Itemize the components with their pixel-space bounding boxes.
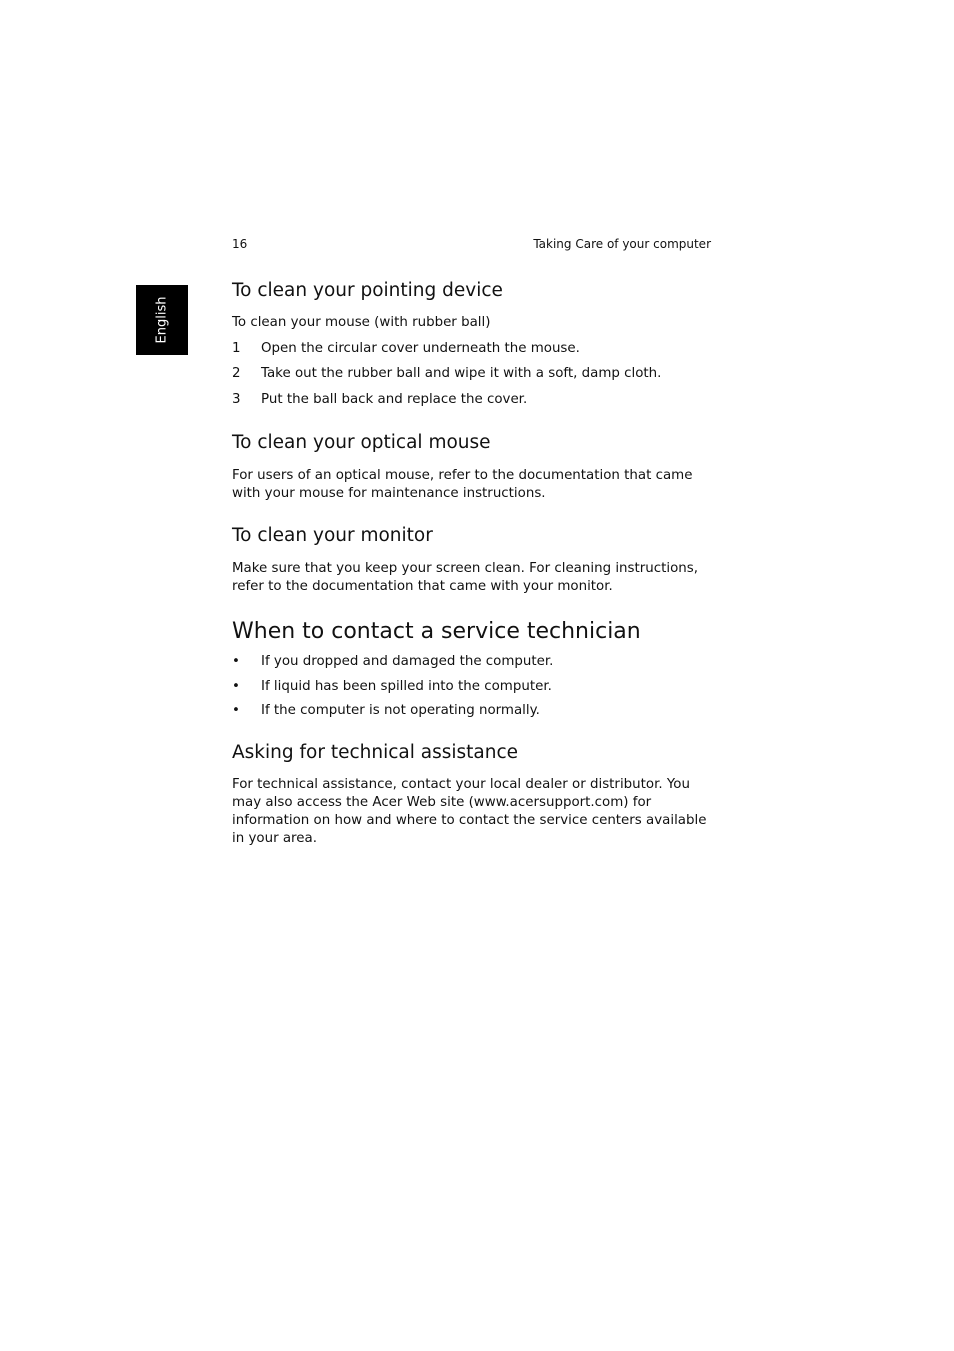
bullet-marker: • xyxy=(232,654,240,669)
list-item xyxy=(232,340,711,358)
step-number: 2 xyxy=(232,366,241,381)
list-item xyxy=(232,365,711,383)
list-item xyxy=(232,678,711,696)
list-item xyxy=(232,391,711,409)
page-content xyxy=(232,278,711,848)
heading-pointing-device: To clean your pointing device xyxy=(232,280,503,301)
step-text: Take out the rubber ball and wipe it with a soft, damp cloth. xyxy=(261,366,662,381)
pointing-device-intro: To clean your mouse (with rubber ball) xyxy=(232,315,491,330)
step-number: 3 xyxy=(232,392,241,407)
step-text: Put the ball back and replace the cover. xyxy=(261,392,528,407)
bullet-marker: • xyxy=(232,679,240,694)
bullet-text: If you dropped and damaged the computer. xyxy=(261,654,554,669)
pointing-device-steps xyxy=(232,340,711,409)
service-bullets xyxy=(232,653,711,720)
page-header xyxy=(232,237,711,255)
list-item xyxy=(232,653,711,671)
list-item xyxy=(232,702,711,720)
heading-service-technician: When to contact a service technician xyxy=(232,619,641,644)
page-number: 16 xyxy=(232,237,248,251)
optical-mouse-body: For users of an optical mouse, refer to the documentation that came with your mouse for maintenance instructions. xyxy=(232,468,693,501)
language-tab-label: English xyxy=(154,296,170,344)
monitor-body: Make sure that you keep your screen clean. For cleaning instructions, refer to the documentation that came with your monitor. xyxy=(232,561,699,594)
heading-monitor: To clean your monitor xyxy=(232,525,433,546)
bullet-text: If the computer is not operating normally. xyxy=(261,703,540,718)
technical-assistance-body: For technical assistance, contact your local dealer or distributor. You may also access the Acer Web site (www.acersupport.com) for information on how and where to contact the service centers available in your area. xyxy=(232,777,707,846)
language-tab xyxy=(136,285,188,355)
heading-optical-mouse: To clean your optical mouse xyxy=(232,432,491,453)
step-number: 1 xyxy=(232,341,241,356)
heading-technical-assistance: Asking for technical assistance xyxy=(232,742,519,763)
bullet-marker: • xyxy=(232,703,240,718)
running-title: Taking Care of your computer xyxy=(533,237,711,251)
step-text: Open the circular cover underneath the mouse. xyxy=(261,341,580,356)
bullet-text: If liquid has been spilled into the computer. xyxy=(261,679,552,694)
